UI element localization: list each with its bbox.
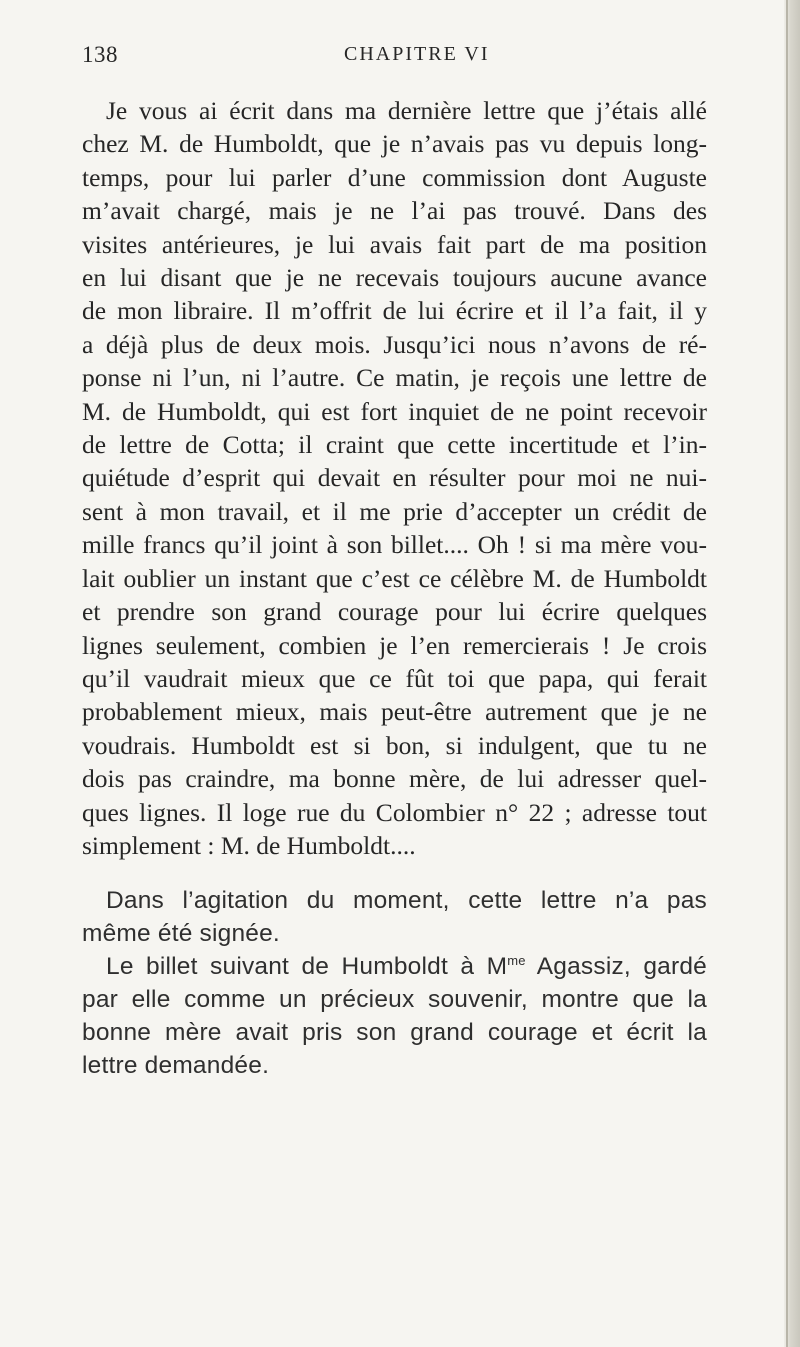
text-line: dois pas craindre, ma bonne mère, de lui adresser quel- bbox=[82, 764, 707, 794]
text-line: mille francs qu’il joint à son billet.... Oh ! si ma mère vou- bbox=[82, 530, 707, 560]
paragraph-gap bbox=[82, 862, 707, 884]
text-line: en lui disant que je ne recevais toujours aucune avance bbox=[82, 263, 707, 293]
text-line: temps, pour lui parler d’une commission dont Auguste bbox=[82, 162, 707, 192]
text-line: ponse ni l’un, ni l’autre. Ce matin, je reçois une lettre de bbox=[82, 363, 707, 393]
text-line: lettre demandée. bbox=[82, 1052, 270, 1080]
narration-paragraph bbox=[82, 950, 707, 1082]
text-block bbox=[82, 94, 707, 1082]
text-line: lignes seulement, combien je l’en remercierais ! Je crois bbox=[82, 630, 707, 660]
running-head: CHAPITRE VI bbox=[344, 43, 490, 65]
text-line: chez M. de Humboldt, que je n’avais pas vu depuis long- bbox=[82, 129, 707, 159]
text-line: de mon libraire. Il m’offrit de lui écrire et il l’a fait, il y bbox=[82, 296, 707, 326]
text-line: lait oublier un instant que c’est ce célèbre M. de Humboldt bbox=[82, 563, 707, 593]
text-line: Je vous ai écrit dans ma dernière lettre que j’étais allé bbox=[106, 96, 707, 125]
page-header bbox=[82, 42, 707, 72]
text-line: ques lignes. Il loge rue du Colombier n° 22 ; adresse tout bbox=[82, 797, 707, 827]
text-line: m’avait chargé, mais je ne l’ai pas trouvé. Dans des bbox=[82, 196, 707, 226]
page-number: 138 bbox=[82, 42, 118, 67]
text-line: de lettre de Cotta; il craint que cette incertitude et l’in- bbox=[82, 430, 707, 460]
text-line: bonne mère avait pris son grand courage et écrit la bbox=[82, 1019, 707, 1047]
text-line: même été signée. bbox=[82, 920, 280, 948]
text-line: M. de Humboldt, qui est fort inquiet de ne point recevoir bbox=[82, 396, 707, 426]
text-segment: Agassiz, gardé bbox=[525, 953, 707, 981]
text-line bbox=[82, 950, 707, 983]
letter-paragraph bbox=[82, 94, 707, 862]
text-line: simplement : M. de Humboldt.... bbox=[82, 830, 416, 860]
text-line: et prendre son grand courage pour lui écrire quelques bbox=[82, 597, 707, 627]
text-line: par elle comme un précieux souvenir, montre que la bbox=[82, 986, 707, 1014]
superscript: me bbox=[507, 953, 526, 969]
page-edge-line bbox=[786, 0, 788, 1347]
text-line: qu’il vaudrait mieux que ce fût toi que papa, qui ferait bbox=[82, 663, 707, 693]
text-segment: Le billet suivant de Humboldt à M bbox=[106, 953, 508, 981]
text-line: quiétude d’esprit qui devait en résulter pour moi ne nui- bbox=[82, 463, 707, 493]
text-line: visites antérieures, je lui avais fait part de ma position bbox=[82, 229, 707, 259]
narration-paragraph bbox=[82, 884, 707, 950]
text-line: probablement mieux, mais peut-être autrement que je ne bbox=[82, 697, 707, 727]
text-line: Dans l’agitation du moment, cette lettre n’a pas bbox=[106, 887, 707, 915]
text-line: sent à mon travail, et il me prie d’accepter un crédit de bbox=[82, 496, 707, 526]
text-line: voudrais. Humboldt est si bon, si indulgent, que tu ne bbox=[82, 730, 707, 760]
text-line: a déjà plus de deux mois. Jusqu’ici nous n’avons de ré- bbox=[82, 329, 707, 359]
